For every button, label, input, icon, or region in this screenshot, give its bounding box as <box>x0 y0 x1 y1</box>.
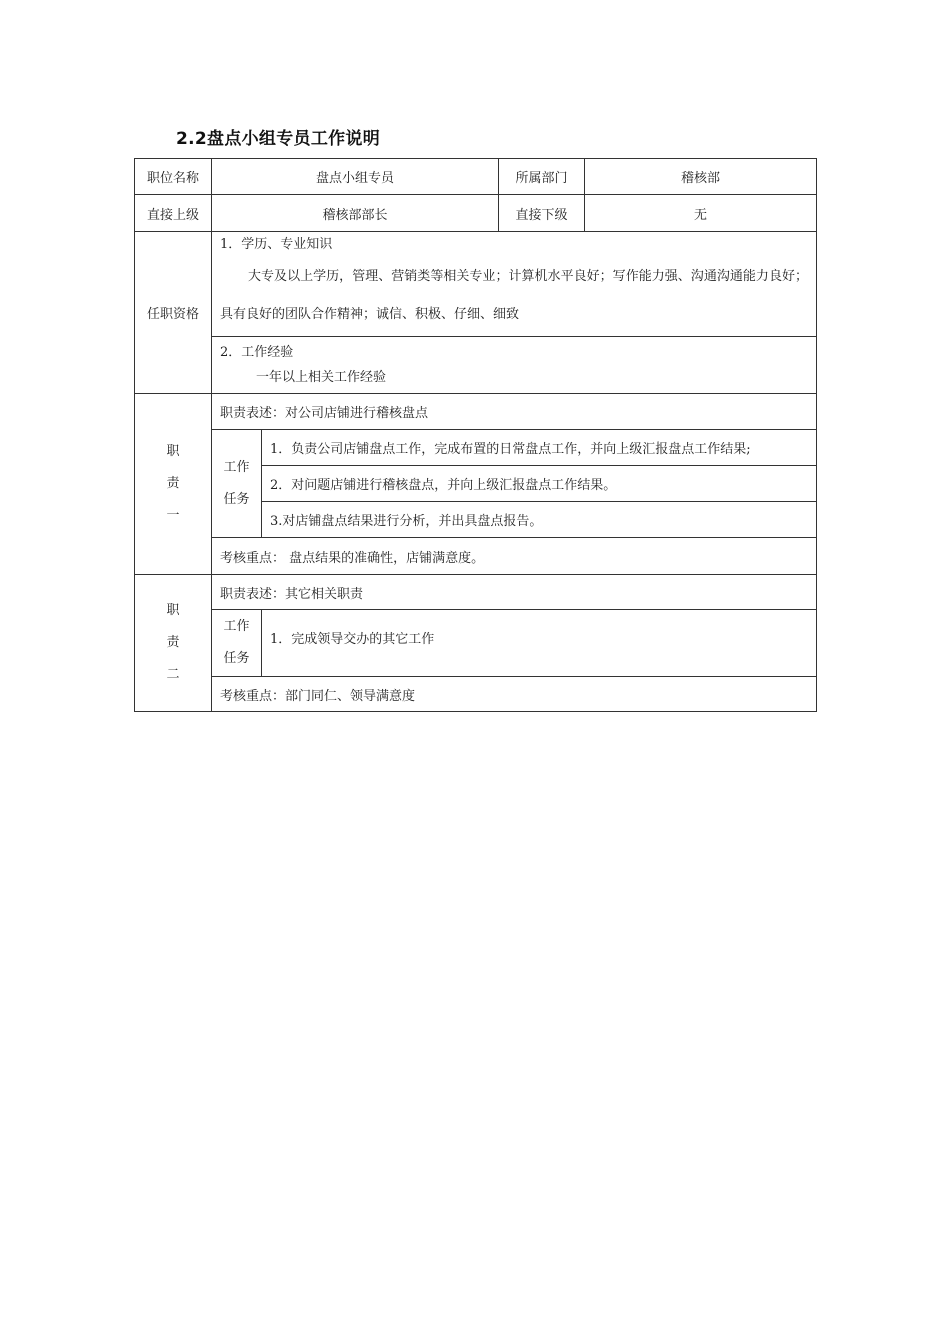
duty-two-label <box>135 575 212 712</box>
duty-one-task-1: 1．负责公司店铺盘点工作，完成布置的日常盘点工作，并向上级汇报盘点工作结果; <box>262 430 817 466</box>
department-label: 所属部门 <box>499 159 585 195</box>
experience-heading: 2．工作经验 <box>220 345 294 360</box>
qualifications-label: 任职资格 <box>135 232 212 394</box>
experience-text: 一年以上相关工作经验 <box>256 370 387 385</box>
position-row <box>135 159 817 195</box>
duty-one-assessment: 考核重点： 盘点结果的准确性，店铺满意度。 <box>212 538 817 575</box>
tasks-label-line: 工作 <box>223 459 250 475</box>
duty-two-assessment: 考核重点：部门同仁、领导满意度 <box>212 677 817 712</box>
superior-label: 直接上级 <box>135 195 212 232</box>
duty-two-tasks-label <box>212 610 262 677</box>
duty-one-label-char: 职 <box>166 444 180 459</box>
experience-cell <box>212 337 817 394</box>
tasks-label-line: 工作 <box>223 619 250 634</box>
position-name-value: 盘点小组专员 <box>212 159 499 195</box>
duty-two-label-char: 二 <box>166 667 180 682</box>
education-heading: 1．学历、专业知识 <box>220 237 333 252</box>
qualification-education-row <box>135 232 817 337</box>
page-title: 2.2盘点小组专员工作说明 <box>176 129 381 149</box>
tasks-label-line: 任务 <box>223 491 250 507</box>
duty-one-tasks-label <box>212 430 262 538</box>
duty-one-label-char: 一 <box>166 508 180 523</box>
department-value: 稽核部 <box>585 159 817 195</box>
duty-one-label-char: 责 <box>166 476 180 491</box>
duty-two-task-1: 1．完成领导交办的其它工作 <box>262 610 817 677</box>
subordinate-label: 直接下级 <box>499 195 585 232</box>
duty-one-task-3: 3.对店铺盘点结果进行分析，并出具盘点报告。 <box>262 502 817 538</box>
education-cell <box>212 232 817 337</box>
superior-value: 稽核部部长 <box>212 195 499 232</box>
duty-two-label-char: 职 <box>166 603 180 618</box>
duty-one-description-row <box>135 394 817 430</box>
subordinate-value: 无 <box>585 195 817 232</box>
duty-two-assessment-row <box>135 677 817 712</box>
education-text: 大专及以上学历，管理、营销类等相关专业；计算机水平良好；写作能力强、沟通沟通能力良好；具有良好的团队合作精神；诚信、积极、仔细、细致 <box>220 269 809 322</box>
duty-one-task-2: 2．对问题店铺进行稽核盘点，并向上级汇报盘点工作结果。 <box>262 466 817 502</box>
duty-two-description-row <box>135 575 817 610</box>
duty-one-task-row <box>135 430 817 466</box>
duty-one-label <box>135 394 212 575</box>
reporting-row <box>135 195 817 232</box>
duty-two-label-char: 责 <box>166 635 180 650</box>
duty-one-assessment-row <box>135 538 817 575</box>
duty-two-task-row <box>135 610 817 677</box>
position-name-label: 职位名称 <box>135 159 212 195</box>
duty-one-description: 职责表述：对公司店铺进行稽核盘点 <box>212 394 817 430</box>
qualification-experience-row <box>135 337 817 394</box>
tasks-label-line: 任务 <box>223 651 250 666</box>
duty-two-description: 职责表述：其它相关职责 <box>212 575 817 610</box>
job-description-table <box>134 158 817 712</box>
